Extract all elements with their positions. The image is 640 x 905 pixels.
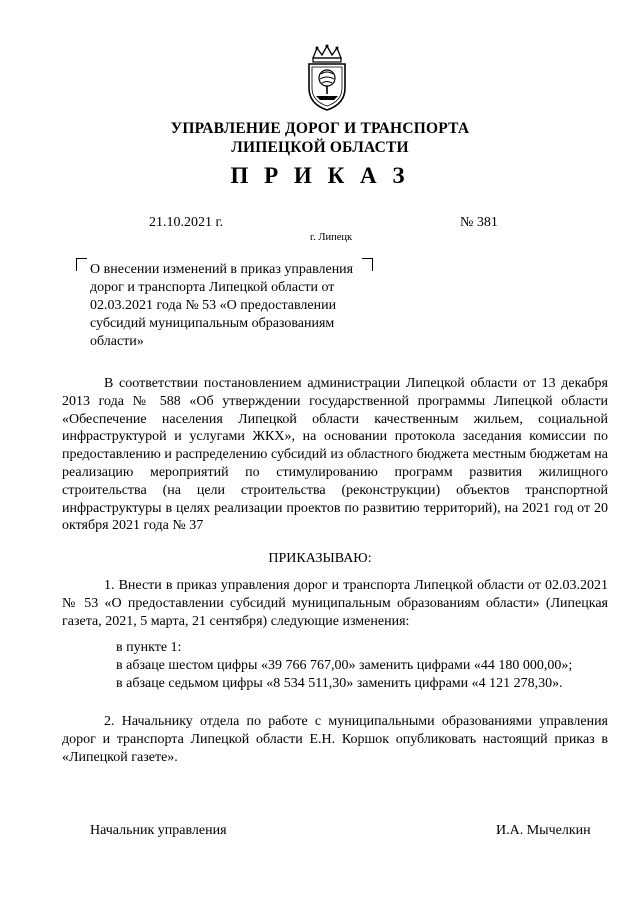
org-name-line1: УПРАВЛЕНИЕ ДОРОГ И ТРАНСПОРТА [170,120,470,137]
order-command: ПРИКАЗЫВАЮ: [268,551,372,566]
order-item-1-sub-3: в абзаце седьмом цифры «8 534 511,30» заменить цифрами «4 121 278,30». [116,676,563,691]
org-name-line2: ЛИПЕЦКОЙ ОБЛАСТИ [231,139,409,156]
order-item-2: 2. Начальнику отдела по работе с муниципальными образованиями управления дорог и транспорта Липецкой области Е.Н. Коршок опубликовать настоящий приказ в «Липецкой газете». [62,714,608,765]
order-item-1: 1. Внести в приказ управления дорог и транспорта Липецкой области от 02.03.2021 № 53 «О предоставлении субсидий муниципальным образованиям области» (Липецкая газета, 2021, 5 марта, 21 сентября) следующие изменения: [62,578,608,629]
preamble-paragraph: В соответствии постановлением администрации Липецкой области от 13 декабря 2013 года № 588 «Об утверждении государственной программы Липецкой области «Обеспечение населения Липецкой области качественным жильем, социальной инфраструктурой и услугами ЖКХ», на основании протокола заседания комиссии по предоставлению и распределению субсидий из областного бюджета местным бюджетам на реализацию мероприятий по стимулированию программ развития жилищного строительства (на цели строительства (реконструкции) объектов транспортной инфраструктуры в целях реализации проектов по развитию территорий), на 2021 год от 20 октября 2021 года № 37 [62,376,608,534]
order-subject: О внесении изменений в приказ управления дорог и транспорта Липецкой области от 02.03.2021 года № 53 «О предоставлении субсидий муниципальным образованиям области» [90,262,354,349]
signer-position: Начальник управления [90,823,227,838]
order-item-1-sub-2: в абзаце шестом цифры «39 766 767,00» заменить цифрами «44 180 000,00»; [116,658,573,673]
coat-of-arms-icon [303,44,351,112]
order-city: г. Липецк [310,232,353,243]
subject-bracket-left [76,258,87,271]
order-number: № 381 [460,215,498,230]
document-type-title: П Р И К А З [230,163,410,188]
order-date: 21.10.2021 г. [149,215,224,230]
signer-name: И.А. Мычелкин [496,823,591,838]
order-item-1-sub-1: в пункте 1: [116,640,182,655]
